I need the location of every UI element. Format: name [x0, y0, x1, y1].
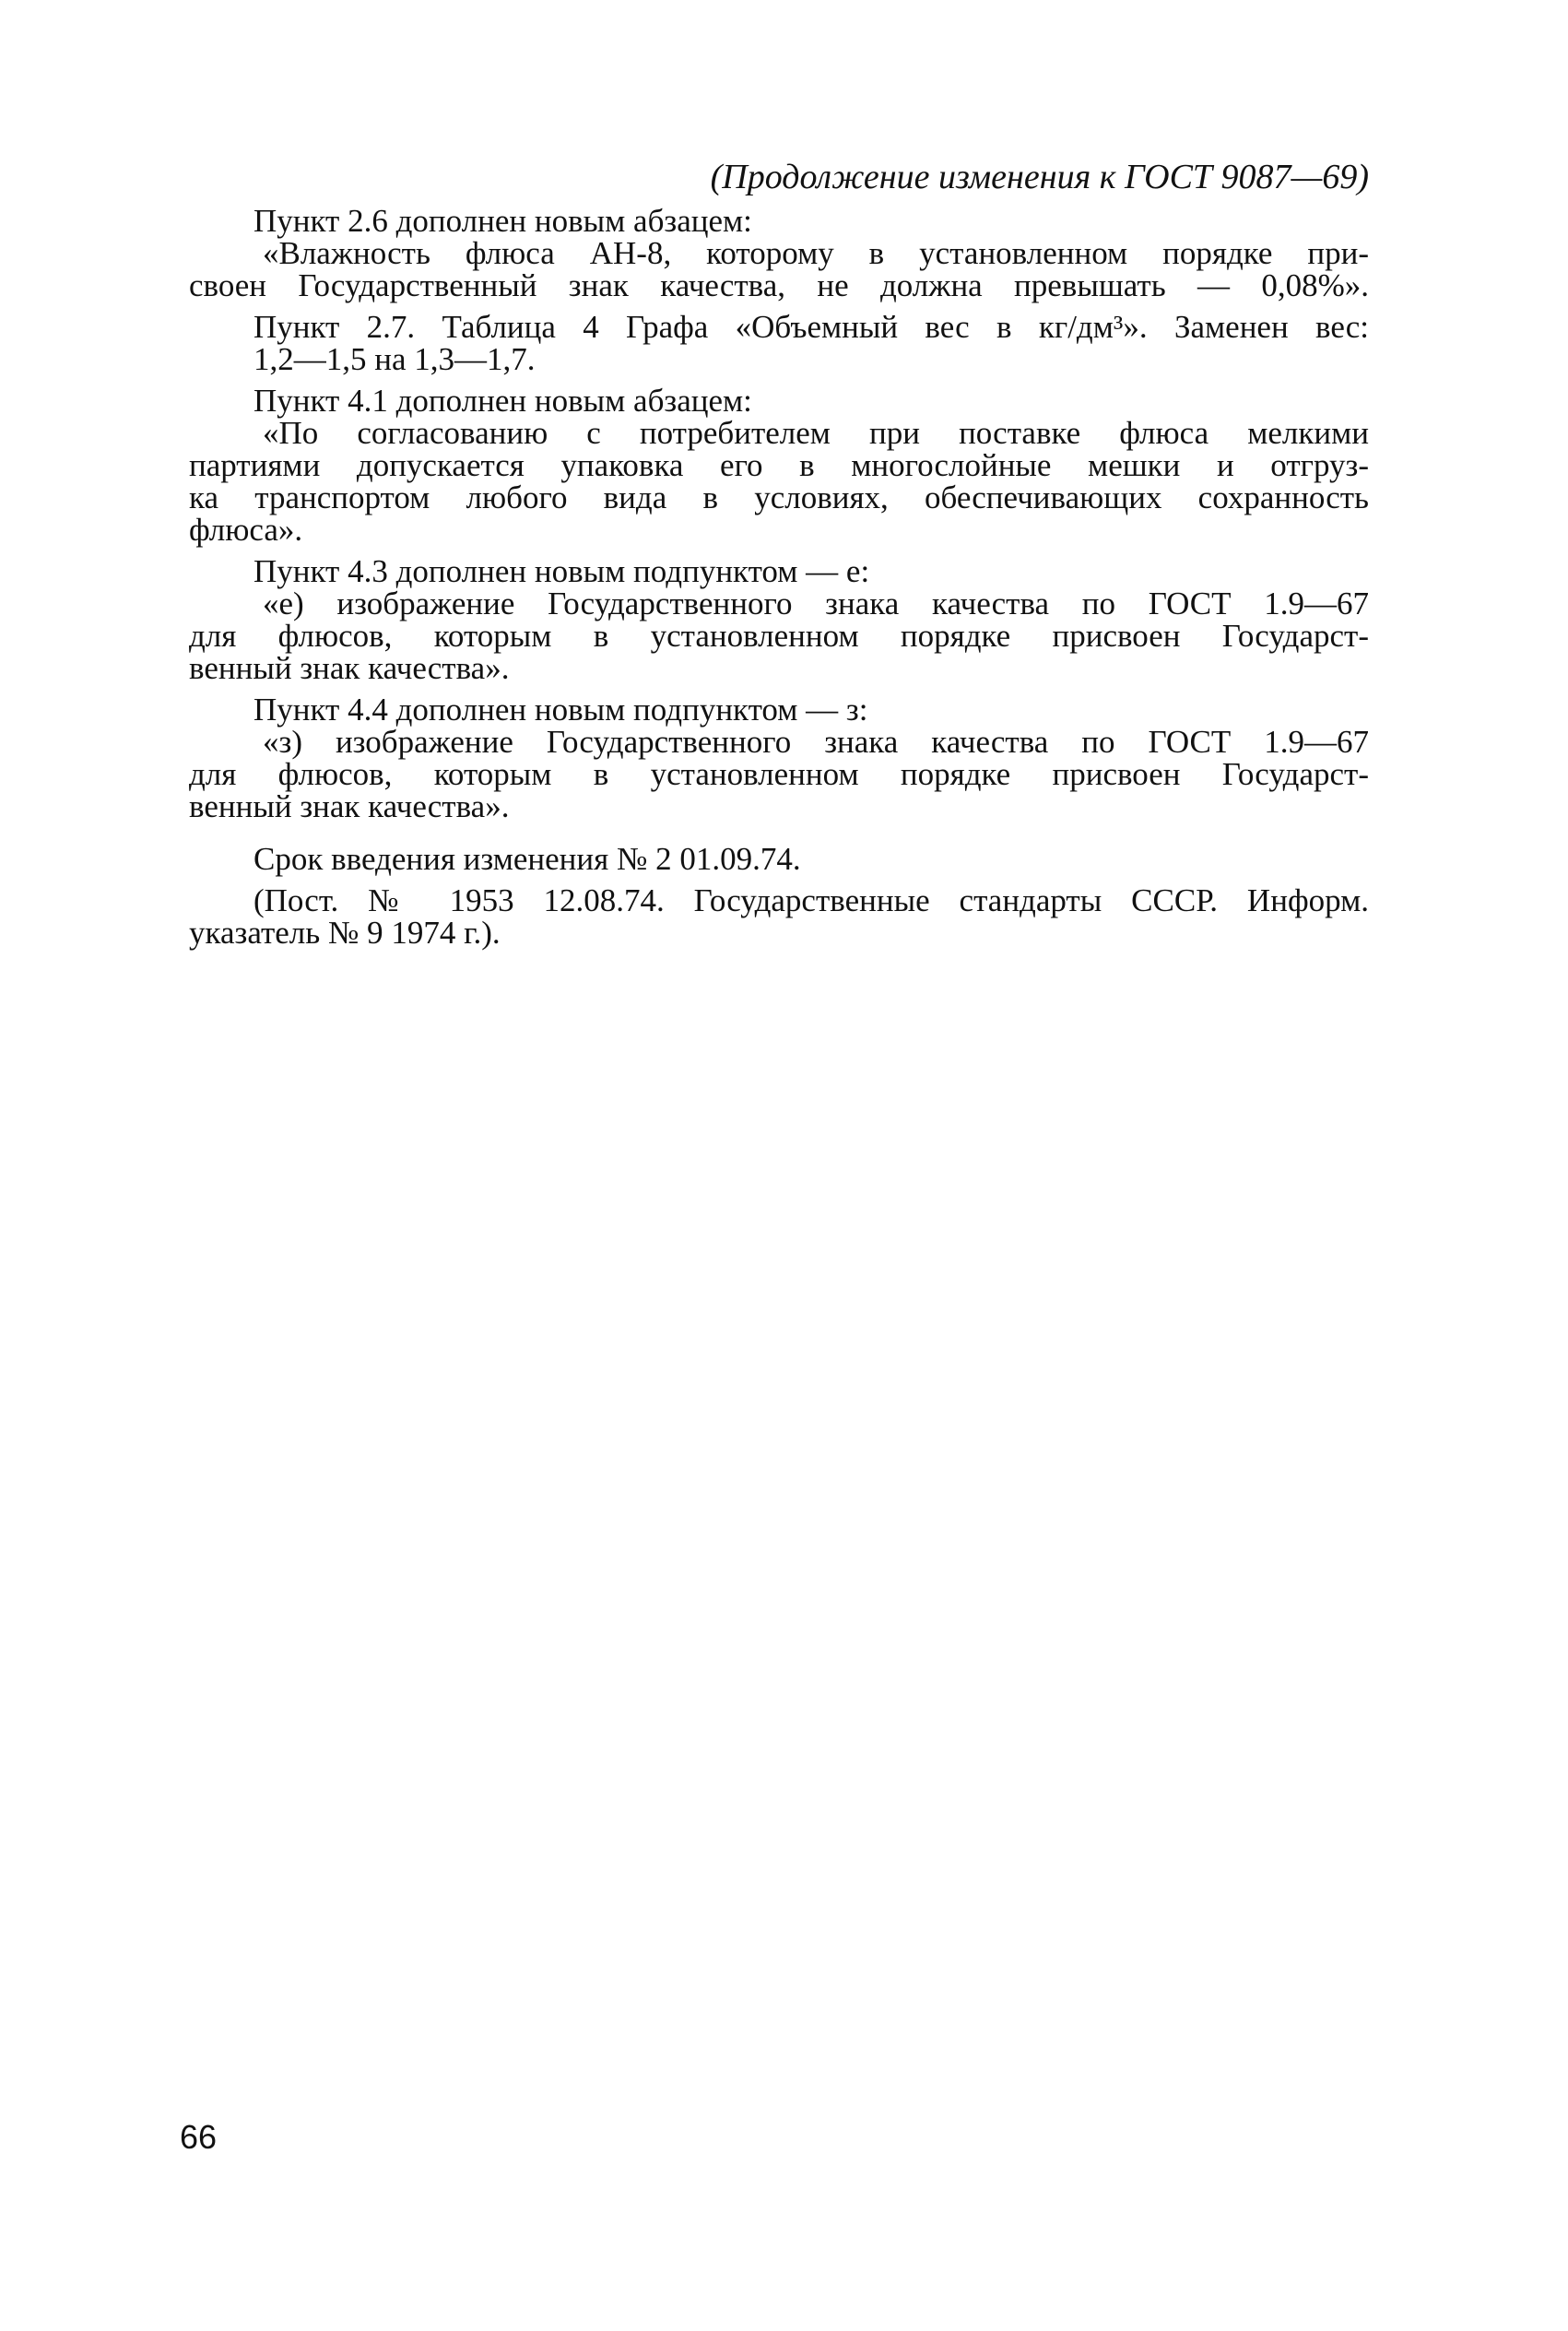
amendment-item-4-1 [189, 385, 1369, 546]
amendment-heading: Пункт 4.4 дополнен новым подпунктом — з: [253, 692, 868, 728]
amendment-text-line: своен Государственный знак качества, не должна превышать — 0,08%». [189, 267, 1369, 303]
amendment-text-line: ка транспортом любого вида в условиях, обеспечивающих сохранность [189, 479, 1369, 515]
continuation-header: (Продолжение изменения к ГОСТ 9087—69) [710, 158, 1369, 196]
resolution-line: указатель № 9 1974 г.). [189, 915, 501, 951]
effective-date [189, 843, 1369, 875]
amendment-item-4-4 [189, 693, 1369, 822]
amendment-text-line: партиями допускается упаковка его в многослойные мешки и отгруз- [189, 447, 1369, 483]
amendment-heading: Пункт 2.6 дополнен новым абзацем: [253, 203, 752, 239]
amendment-text-line: флюса». [189, 512, 303, 548]
amendment-item-2-6 [189, 205, 1369, 302]
amendment-text-line: венный знак качества». [189, 650, 510, 686]
amendment-text-line: «е) изображение Государственного знака качества по ГОСТ 1.9—67 [263, 586, 1369, 621]
amendment-text-line: для флюсов, которым в установленном порядке присвоен Государст- [189, 618, 1369, 654]
amendment-heading: Пункт 4.1 дополнен новым абзацем: [253, 383, 752, 419]
amendment-text-line: для флюсов, которым в установленном порядке присвоен Государст- [189, 756, 1369, 792]
amendment-heading: Пункт 2.7. Таблица 4 Графа «Объемный вес в кг/дм³». Заменен вес: [253, 309, 1369, 345]
amendment-text-line: «з) изображение Государственного знака качества по ГОСТ 1.9—67 [263, 724, 1369, 760]
amendment-item-4-3 [189, 555, 1369, 684]
amendment-item-2-7 [189, 311, 1369, 375]
amendment-text-line: «Влажность флюса АН-8, которому в установленном порядке при- [263, 235, 1369, 271]
amendment-heading: Пункт 4.3 дополнен новым подпунктом — е: [253, 553, 870, 589]
resolution-reference [189, 884, 1369, 949]
amendment-text-line: 1,2—1,5 на 1,3—1,7. [253, 341, 536, 377]
document-body [189, 157, 1369, 958]
resolution-line: (Пост. № 1953 12.08.74. Государственные стандарты СССР. Информ. [253, 882, 1369, 918]
amendment-text-line: «По согласованию с потребителем при поставке флюса мелкими [263, 415, 1369, 451]
page-number: 66 [180, 2118, 218, 2156]
effective-date-text: Срок введения изменения № 2 01.09.74. [253, 841, 801, 877]
amendment-text-line: венный знак качества». [189, 788, 510, 824]
